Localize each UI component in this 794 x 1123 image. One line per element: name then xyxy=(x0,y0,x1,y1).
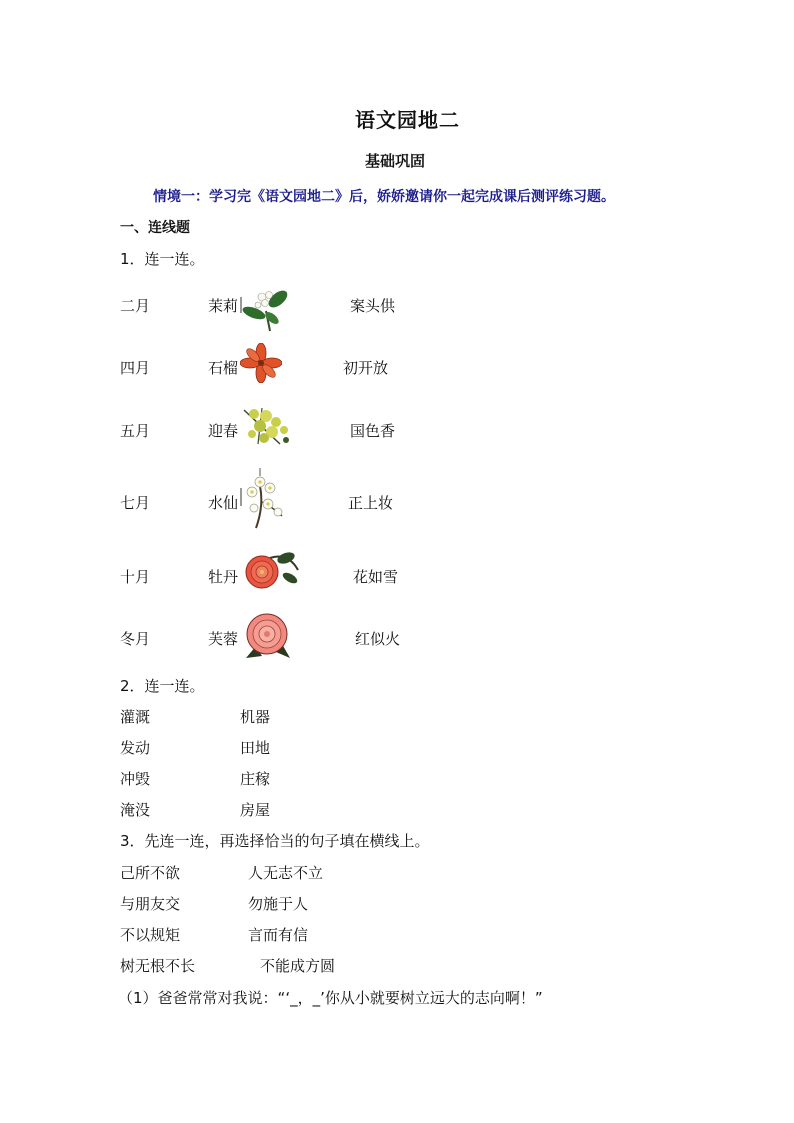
peony-icon xyxy=(240,548,300,594)
q1-phrase: 案头供 xyxy=(350,297,396,315)
q1-phrase: 国色香 xyxy=(350,422,396,440)
q3-left-item: 不以规矩 xyxy=(120,926,181,944)
q3-left-item: 树无根不长 xyxy=(120,957,196,975)
q2-left-item: 淹没 xyxy=(120,801,151,819)
q1-month: 冬月 xyxy=(120,630,151,648)
q2-right-item: 田地 xyxy=(240,739,271,757)
q1-flower-name: 水仙 xyxy=(208,494,239,512)
q1-month: 五月 xyxy=(120,422,151,440)
q2-right-item: 庄稼 xyxy=(240,770,271,788)
q1-month: 二月 xyxy=(120,297,151,315)
question-1-label: 1．连一连。 xyxy=(120,250,205,268)
q1-phrase: 红似火 xyxy=(355,630,401,648)
q1-phrase: 正上妆 xyxy=(348,494,394,512)
context-paragraph: 情境一：学习完《语文园地二》后，娇娇邀请你一起完成课后测评练习题。 xyxy=(153,189,615,205)
q1-flower-name: 芙蓉 xyxy=(208,630,239,648)
q2-left-item: 灌溉 xyxy=(120,708,151,726)
section-heading: 一、连线题 xyxy=(120,220,190,236)
page-title: 语文园地二 xyxy=(355,108,460,132)
jasmine-icon xyxy=(238,285,290,333)
q3-right-item: 勿施于人 xyxy=(248,895,309,913)
q3-right-item: 人无志不立 xyxy=(248,864,324,882)
q2-left-item: 发动 xyxy=(120,739,151,757)
q1-phrase: 花如雪 xyxy=(353,568,399,586)
q3-right-item: 不能成方圆 xyxy=(260,957,336,975)
q2-left-item: 冲毁 xyxy=(120,770,151,788)
hibiscus-icon xyxy=(242,610,294,662)
q1-month: 七月 xyxy=(120,494,151,512)
q1-flower-name: 石榴 xyxy=(208,359,239,377)
q2-right-item: 房屋 xyxy=(240,801,271,819)
q3-left-item: 与朋友交 xyxy=(120,895,181,913)
q1-phrase: 初开放 xyxy=(343,359,389,377)
q3-right-item: 言而有信 xyxy=(248,926,309,944)
question-3-label: 3．先连一连，再选择恰当的句子填在横线上。 xyxy=(120,832,430,850)
q3-fill-sentence: （1）爸爸常常对我说：“‘_，_’你从小就要树立远大的志向啊！” xyxy=(118,989,543,1007)
page-subtitle: 基础巩固 xyxy=(365,152,426,170)
q1-flower-name: 茉莉 xyxy=(208,297,239,315)
q1-flower-name: 迎春 xyxy=(208,422,239,440)
q1-month: 四月 xyxy=(120,359,151,377)
q1-flower-name: 牡丹 xyxy=(208,568,239,586)
q3-left-item: 己所不欲 xyxy=(120,864,181,882)
pomegranate-flower-icon xyxy=(240,343,282,383)
question-2-label: 2．连一连。 xyxy=(120,677,205,695)
q1-month: 十月 xyxy=(120,568,151,586)
narcissus-icon xyxy=(238,466,288,532)
q2-right-item: 机器 xyxy=(240,708,271,726)
winter-jasmine-icon xyxy=(240,404,296,448)
